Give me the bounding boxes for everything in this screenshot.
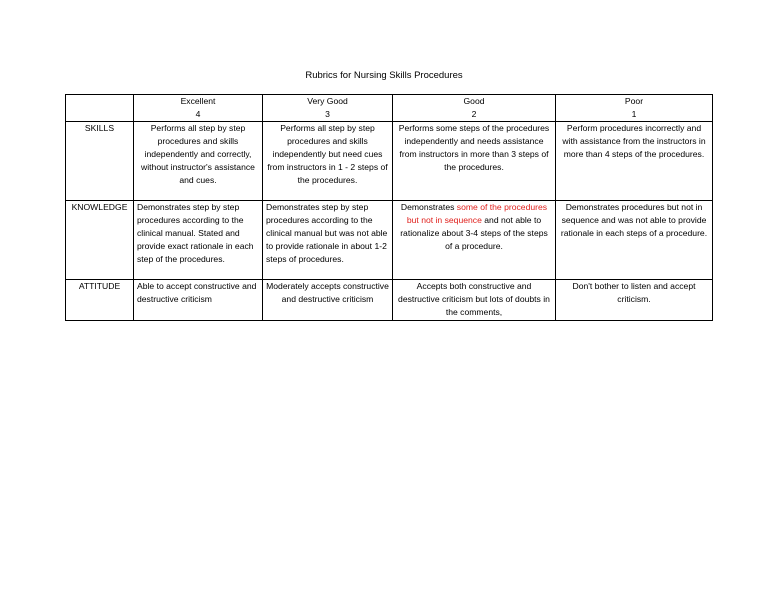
level-points: 4	[195, 108, 201, 119]
table-row-knowledge	[66, 201, 713, 280]
table-row-skills	[66, 122, 713, 201]
rubric-cell	[393, 201, 556, 280]
rubric-cell: Able to accept constructive and destructive criticism	[134, 280, 263, 321]
table-row-attitude	[66, 280, 713, 321]
level-label: Very Good	[307, 96, 348, 106]
rubric-cell: Moderately accepts constructive and destructive criticism	[263, 280, 393, 321]
level-label: Poor	[624, 96, 644, 106]
level-points: 3	[325, 108, 330, 119]
level-label: Good	[463, 96, 485, 106]
rubric-cell: Performs all step by step procedures and skills independently and correctly, without instructor's assistance and cues.	[134, 122, 263, 201]
level-points: 2	[471, 108, 477, 119]
rubric-cell: Demonstrates step by step procedures according to the clinical manual but was not able to provide rationale in about 1-2 steps of procedures.	[263, 201, 393, 280]
header-poor	[556, 95, 713, 122]
header-very-good	[263, 95, 393, 122]
rubric-cell: Performs some steps of the procedures independently and needs assistance from instructors in more than 3 steps of the procedures.	[393, 122, 556, 201]
criterion-skills: SKILLS	[66, 122, 134, 201]
header-corner	[66, 95, 134, 122]
header-excellent	[134, 95, 263, 122]
header-good	[393, 95, 556, 122]
rubric-cell: Don't bother to listen and accept criticism.	[556, 280, 713, 321]
rubric-cell: Accepts both constructive and destructive criticism but lots of doubts in the comments,	[393, 280, 556, 321]
level-label: Excellent	[180, 96, 216, 106]
rubric-table	[65, 94, 713, 321]
document-title: Rubrics for Nursing Skills Procedures	[305, 70, 463, 81]
highlighted-text: some of the procedures but not in sequence	[406, 202, 548, 225]
rubric-cell: Performs all step by step procedures and skills independently but need cues from instructors in 1 - 2 steps of the procedures.	[263, 122, 393, 201]
criterion-knowledge: KNOWLEDGE	[66, 201, 134, 280]
rubric-cell: Demonstrates step by step procedures according to the clinical manual. Stated and provide exact rationale in each step of the procedures.	[134, 201, 263, 280]
rubric-cell: Demonstrates procedures but not in sequence and was not able to provide rationale in each steps of a procedure.	[556, 201, 713, 280]
cell-text: Demonstrates	[400, 202, 457, 212]
level-points: 1	[631, 108, 637, 119]
criterion-attitude: ATTITUDE	[66, 280, 134, 321]
cell-text: and not able to rationalize about 3-4 steps of the steps of a procedure.	[400, 214, 548, 251]
rubric-cell: Perform procedures incorrectly and with assistance from the instructors in more than 4 steps of the procedures.	[556, 122, 713, 201]
header-row	[66, 95, 713, 122]
